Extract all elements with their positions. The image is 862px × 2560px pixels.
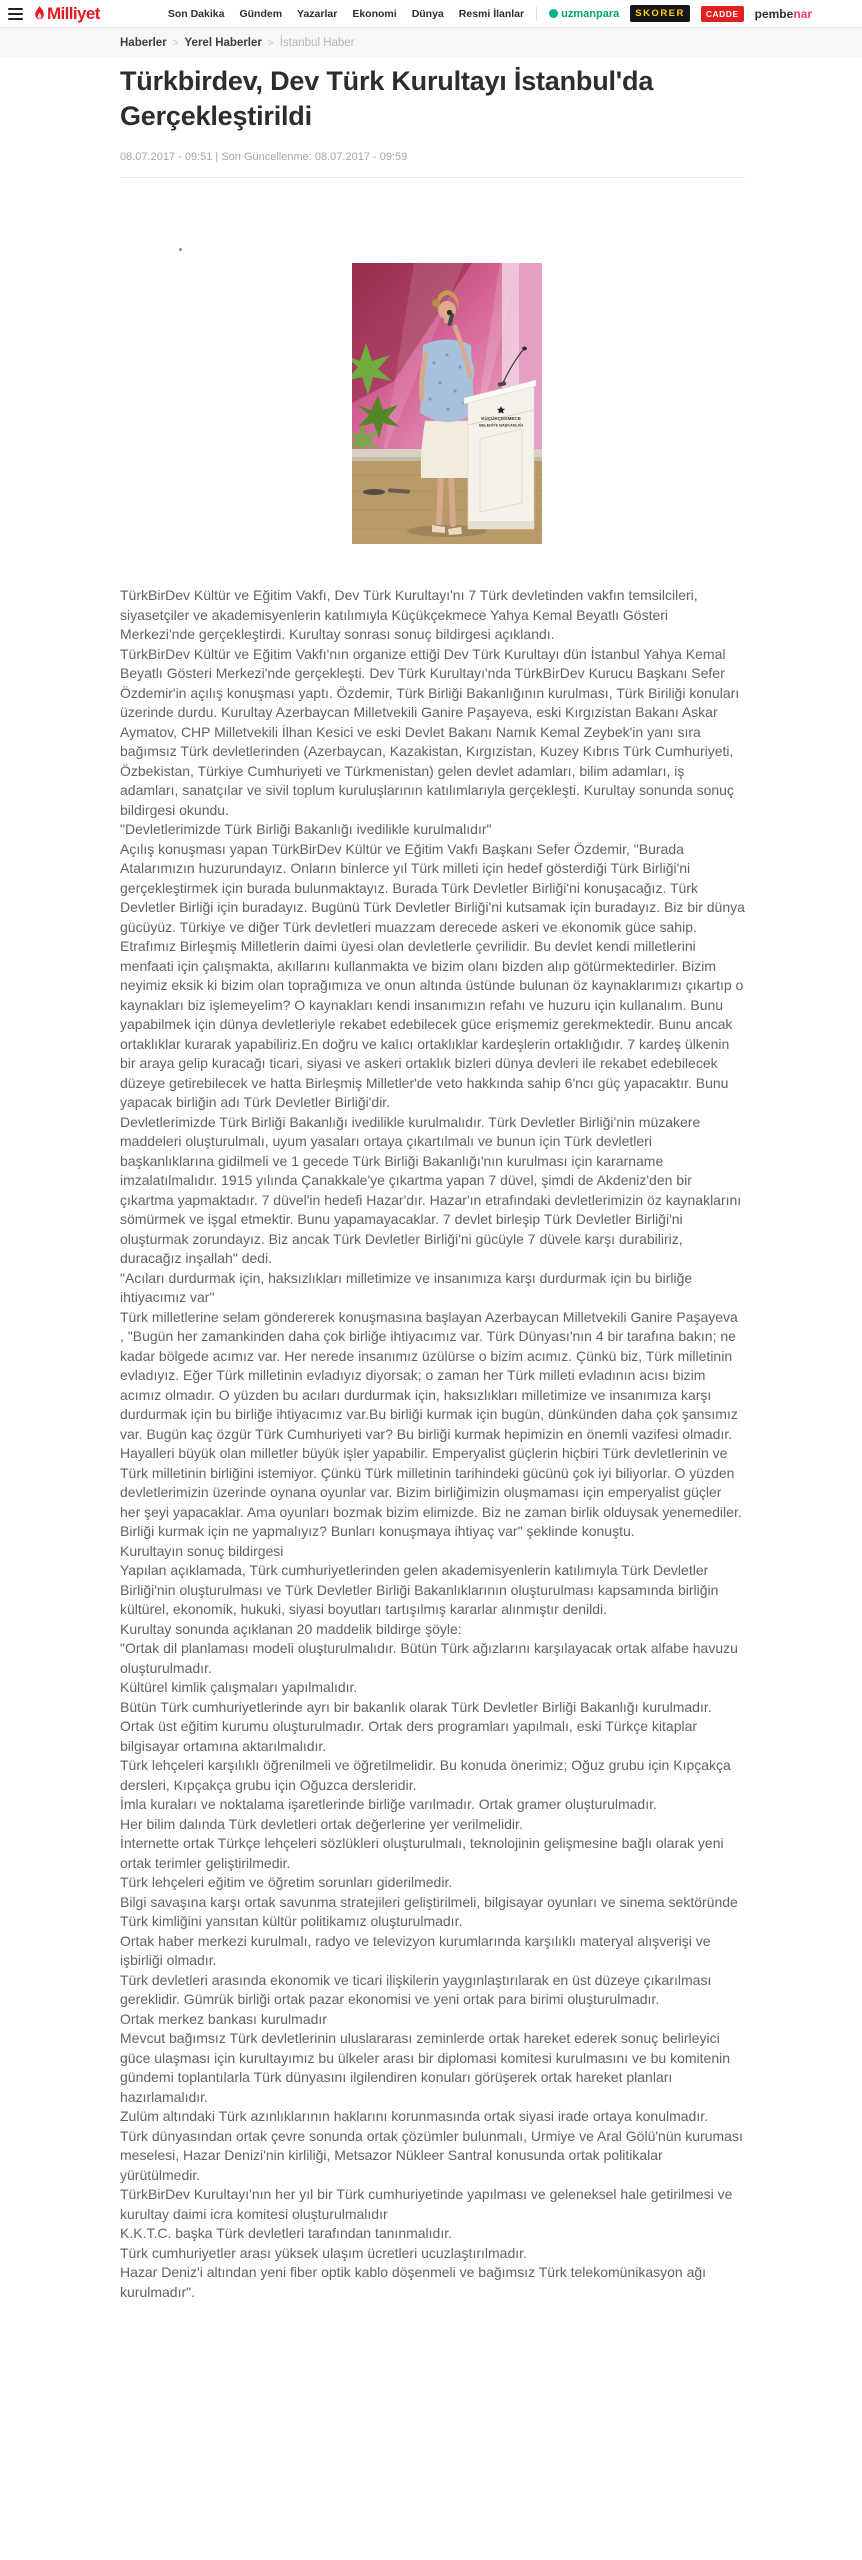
nav-link[interactable]: Ekonomi: [352, 7, 397, 20]
article-paragraph: Türk devletleri arasında ekonomik ve ticari ilişkilerin yaygınlaştırılarak en üst düzeye çıkarılması gereklidir. Gümrük birliği ortak pazar ekonomisi ve yeni ortak para birimi oluşturulmadır.: [120, 1971, 712, 2007]
header-nav: [168, 8, 524, 20]
podium-text-line1: KÜÇÜKÇEKMECE: [481, 416, 521, 421]
article-paragraph: Her bilim dalında Türk devletleri ortak değerlerine yer verilmelidir.: [120, 1815, 523, 1832]
breadcrumb-separator: >: [267, 37, 274, 49]
article-paragraph: Türk dünyasından ortak çevre sonunda ortak çözümler bulunmalı, Urmiye ve Aral Gölü'nün kuruması meselesi, Hazar Denizi'nin kirliliği, Metsazor Nükleer Santral konusunda ortak politikalar yürütülmedir.: [120, 2127, 743, 2183]
ad-marker-dot: [179, 248, 182, 251]
article-paragraph: Türk cumhuriyetler arası yüksek ulaşım ücretleri ucuzlaştırılmadır.: [120, 2244, 527, 2261]
article-paragraph: "Devletlerimizde Türk Birliği Bakanlığı ivedilikle kurulmalıdır": [120, 821, 492, 837]
divider: [120, 177, 745, 178]
hamburger-menu-icon[interactable]: [8, 8, 23, 20]
article-paragraph: Kültürel kimlik çalışmaları yapılmalıdır.: [120, 1679, 358, 1695]
breadcrumb: [120, 37, 355, 49]
article-paragraph: TürkBirDev Kültür ve Eğitim Vakfı'nın organize ettiği Dev Türk Kurultayı dün İstanbul Yahya Kemal Beyatlı Gösteri Merkezi'nde gerçekleşti. Dev Türk Kurultayı'nda TürkBirDev Kurucu Başkanı Sefer Özdemir'in açılış konuşması yaptı. Özdemir, Türk Birliği Bakanlığının kurulması, Türk Biriliği konuları üzerinde durdu. Kurultay Azerbaycan Milletvekili Ganire Paşayeva, eski Kırgızistan Bakanı Askar Aymatov, CHP Milletvekili İlhan Kesici ve eski Devlet Bakanı Namık Kemal Zeybek'in yanı sıra bağımsız Türk devletlerinden (Azerbaycan, Kazakistan, Kırgızistan, Kuzey Kıbrıs Türk Cumhuriyeti, Özbekistan, Türkiye Cumhuriyeti ve Türkmenistan) gelen devlet adamları, bilim adamları, iş adamları, sanatçılar ve sivil toplum kuruluşlarının katılımlarıyla gerçekleşti. Kurultay sonunda sonuç bildirgesi okundu.: [120, 645, 740, 818]
pembenar-label-right: nar: [793, 6, 812, 21]
article-paragraph: Hazar Deniz'i altından yeni fiber optik kablo döşenmeli ve bağımsız Türk telekomünikasyon ağı kurulmadır".: [120, 2264, 707, 2300]
article-paragraph: Bütün Türk cumhuriyetlerinde ayrı bir bakanlık olarak Türk Devletler Birliği Bakanlığı kurulmadır.: [120, 1698, 712, 1715]
article-paragraph: TürkBirDev Kültür ve Eğitim Vakfı, Dev Türk Kurultayı'nı 7 Türk devletinden vakfın temsilcileri, siyasetçiler ve akademisyenlerin katılımıyla Küçükçekmece Yahya Kemal Beyatlı Gösteri Merkezi'nde gerçekleştirdi. Kurultay sonrası sonuç bildirgesi açıklandı.: [120, 587, 698, 642]
uzmanpara-label: uzmanpara: [561, 7, 620, 20]
article-paragraph: Türk milletlerine selam göndererek konuşmasına başlayan Azerbaycan Milletvekili Ganire Paşayeva , "Bugün her zamankinden daha çok birliğe ihtiyacımız var. Türk Dünyası'nın 4 bir tarafına bakın; ne kadar bölgede acımız var. Her nerede insanımız üzülürse o bizim acımız. Çünkü biz, Türk milletinin evladıyız. Eğer Türk milletinin evladıyız diyorsak; o zaman her Türk milleti evladının acısı bizim acımız olmadır. O yüzden bu acıları durdurmak için, haksızlıkları milletimize ve insanımıza karşı durdurmak için bu birliğe ihtiyacımız var.Bu birliği kurmak için bugün, dünkünden daha çok şansımız var. Bugün kaç özgür Türk Cumhuriyeti var? Bu birliği kurmak hepimizin en önemli vazifesi olmadır. Hayalleri büyük olan milletler büyük işler yapabilir. Emperyalist güçlerin hiçbiri Türk devletlerinin ve Türk milletinin birliğini istemiyor. Çünkü Türk milletinin tarihindeki gücünü çok iyi biliyorlar. O yüzden devletlerimizin üzerinde oynana oyunlar var. Bizim birliğimizin oluşmaması için emperyalist güçler her şeyi yapacaklar. Ama oyunları bozmak bizim elimizde. Biz ne zaman birlik olduysak yenemediler. Birliği kurmak için ne yapmalıyız? Bunları konuşmaya ihtiyaç var" şeklinde konuştu.: [120, 1308, 742, 1539]
article-paragraph: Devletlerimizde Türk Birliği Bakanlığı ivedilikle kurulmalıdır. Türk Devletler Birliği'nin müzakere maddeleri oluşturulmalı, uyum yasaları ortaya çıkartılmalı ve bunun için Türk devletleri başkanlıklarına gidilmeli ve 1 gecede Türk Birliği Bakanlığı'nın kurulması için kararname imzalatılmalıdır. 1915 yılında Çanakkale'ye çıkartma yapan 7 düvel, şimdi de Akdeniz'den bir çıkartma yapmaktadır. 7 düvel'in hedefi Hazar'dır. Hazar'ın etrafındaki devletlerimizin öz kaynaklarını sömürmek ve işgal etmektir. Bunu yapamayacaklar. 7 devlet birleşip Türk Devletler Birliği'ni oluşturmak zorundayız. Biz ancak Türk Devletler Birliği'ni gücüyle 7 düvele karşı durabiliriz, duracağız inşallah" dedi.: [120, 1113, 742, 1266]
nav-link[interactable]: Resmi İlanlar: [458, 7, 525, 20]
nav-link[interactable]: Gündem: [239, 7, 283, 20]
article-paragraph: Ortak haber merkezi kurulmalı, radyo ve televizyon kurumlarında karşılıklı materyal alışverişi ve işbirliği olmadır.: [120, 1932, 711, 1968]
article-paragraph: Kurultayın sonuç bildirgesi: [120, 1542, 284, 1559]
article-paragraph: Yapılan açıklamada, Türk cumhuriyetlerinden gelen akademisyenlerin katılımıyla Türk Devletler Birliği'nin oluşturulması ve Türk Devletler Birliği Bakanlıklarının oluşturulması kapsamında birliğin kültürel, ekonomik, hukuki, siyasi boyutları tartışılmış kararlar alınmıştır denildi.: [120, 1562, 719, 1617]
article-paragraph: İmla kuraları ve noktalama işaretlerinde birliğe varılmadır. Ortak gramer oluşturulmadır.: [120, 1796, 657, 1812]
article-paragraph: Türk lehçeleri eğitim ve öğretim sorunları giderilmedir.: [120, 1874, 453, 1890]
article-paragraph: Türk lehçeleri karşılıklı öğrenilmeli ve öğretilmelidir. Bu konuda önerimiz; Oğuz grubu için Kıpçakça dersleri, Kıpçakça grubu için Oğuzca dersleridir.: [120, 1757, 731, 1793]
article-paragraph: TürkBirDev Kurultayı'nın her yıl bir Türk cumhuriyetinde yapılması ve geleneksel hale getirilmesi ve kurultay daimi icra komitesi oluşturulmalıdır: [120, 2186, 733, 2222]
nav-link[interactable]: Son Dakika: [167, 7, 225, 20]
article-paragraph: Mevcut bağımsız Türk devletlerinin uluslararası zeminlerde ortak hareket ederek sonuç belirleyici güce ulaşması için kurultayımız bu ülkeler arası bir diplomasi komitesi kurulmasını ve bu komitenin gündemi toplantılarla Türk dünyasını ilgilendiren konuları görüşerek ortak hareket planları hazırlamalıdır.: [120, 2030, 731, 2105]
article-paragraph: "Ortak dil planlaması modeli oluşturulmalıdır. Bütün Türk ağızlarını karşılayacak ortak alfabe havuzu oluşturulmadır.: [120, 1640, 738, 1676]
brand-skorer[interactable]: SKORER: [630, 5, 690, 22]
nav-link[interactable]: Yazarlar: [297, 7, 338, 20]
article-paragraph: İnternette ortak Türkçe lehçeleri sözlükleri oluşturulmalı, teknolojinin gelişmesine bağlı olarak yeni ortak terimler geliştirilmedir.: [120, 1835, 724, 1871]
article-paragraph: Zulüm altındaki Türk azınlıklarının haklarını korunmasında ortak siyasi irade ortaya konulmadır.: [120, 2108, 709, 2124]
milliyet-logo[interactable]: [34, 4, 100, 24]
breadcrumb-separator: >: [172, 37, 179, 49]
milliyet-logo-text: Milliyet: [47, 3, 100, 23]
article-paragraph: Ortak merkez bankası kurulmadır: [120, 2010, 327, 2027]
brand-uzmanpara[interactable]: [549, 8, 619, 20]
header-divider: [536, 7, 537, 21]
article-body: [120, 586, 745, 2302]
article: [120, 64, 745, 2302]
breadcrumb-band: [0, 28, 862, 58]
page-title: Türkbirdev, Dev Türk Kurultayı İstanbul'da Gerçekleştirildi: [120, 66, 654, 131]
article-meta: 08.07.2017 - 09:51 | Son Güncellenme: 08.07.2017 - 09:59: [120, 151, 408, 163]
breadcrumb-item[interactable]: Haberler: [120, 37, 167, 49]
stage-photo-illustration: [352, 263, 542, 544]
article-paragraph: K.K.T.C. başka Türk devletleri tarafından tanınmalıdır.: [120, 2225, 453, 2241]
pembenar-label-left: pembe: [754, 6, 794, 21]
article-paragraph: Bilgi savaşına karşı ortak savunma stratejileri geliştirilmeli, bilgisayar oyunları ve sinema sektöründe Türk kimliğini yansıtan kültür politikamız oluşturulmadır.: [120, 1893, 738, 1929]
header: [0, 0, 862, 28]
header-brands: [549, 5, 812, 22]
article-paragraph: Açılış konuşması yapan TürkBirDev Kültür ve Eğitim Vakfı Başkanı Sefer Özdemir, "Burada Atalarımızın huzurundayız. Onların binlerce yıl Türk milleti için hedef gösterdiği Türk Birliği'ni gerçekleştirmek için burada bulunmaktayız. Burada Türk Devletler Birliği'ni konuşacağız. Türk Devletler Birliği için buradayız. Bugünü Türk Devletler Birliği'ni kutsamak için buradayız. Biz bir dünya gücüyüz. Türkiye ve diğer Türk devletleri muazzam derecede askeri ve ekonomik güce sahip. Etrafımız Birleşmiş Milletlerin daimi üyesi olan devletlerle çevrilidir. Bu devlet kendi milletlerini menfaati için çalışmakta, akıllarını kullanmakta ve bizim olanı bizden alıp götürmektedirler. Bizim neyimiz eksik ki bizim olan toprağımıza ve onun altında üstünde bulunan öz kaynaklarımızı çıkartıp o kaynakları biz işlemeyelim? O kaynakları kendi insanımızın refahı ve huzuru için kullanalım. Bunu yapabilmek için dünya devletleriyle rekabet edebilecek güce erişmemiz gerekmektedir. Bunu ancak ortaklıklar kurarak yapabiliriz.En doğru ve kalıcı ortaklıklar kardeşlerin ortaklığıdır. 7 kardeş ülkenin bir araya gelip kuracağı ticari, siyasi ve askeri ortaklık bizleri dünya devleri ile rekabet edebilecek düzeye getirebilecek ve hatta Birleşmiş Milletler'de veto hakkında sahip 6'ncı güç yapacaktır. Bunu yapacak birliğin adı Türk Devletler Birliği'dir.: [120, 840, 745, 1110]
article-paragraph: Ortak üst eğitim kurumu oluşturulmadır. Ortak ders programları yapılmalı, eski Türkçe kitaplar bilgisayar ortamına aktarılmalıdır.: [120, 1718, 698, 1754]
brand-pembenar[interactable]: [755, 7, 812, 21]
article-photo: [352, 263, 542, 544]
nav-link[interactable]: Dünya: [411, 7, 444, 20]
breadcrumb-item[interactable]: İstanbul Haber: [279, 37, 355, 49]
uzmanpara-icon: [549, 9, 558, 18]
article-paragraph: Kurultay sonunda açıklanan 20 maddelik bildirge şöyle:: [120, 1620, 462, 1637]
article-paragraph: "Acıları durdurmak için, haksızlıkları milletimize ve insanımıza karşı durdurmak için bu birliğe ihtiyacımız var": [120, 1269, 693, 1305]
podium-text-line2: BELEDİYE BAŞKANLIĞI: [479, 423, 523, 428]
brand-cadde[interactable]: CADDE: [701, 6, 744, 22]
milliyet-flame-icon: [34, 6, 45, 21]
breadcrumb-item[interactable]: Yerel Haberler: [184, 37, 262, 49]
